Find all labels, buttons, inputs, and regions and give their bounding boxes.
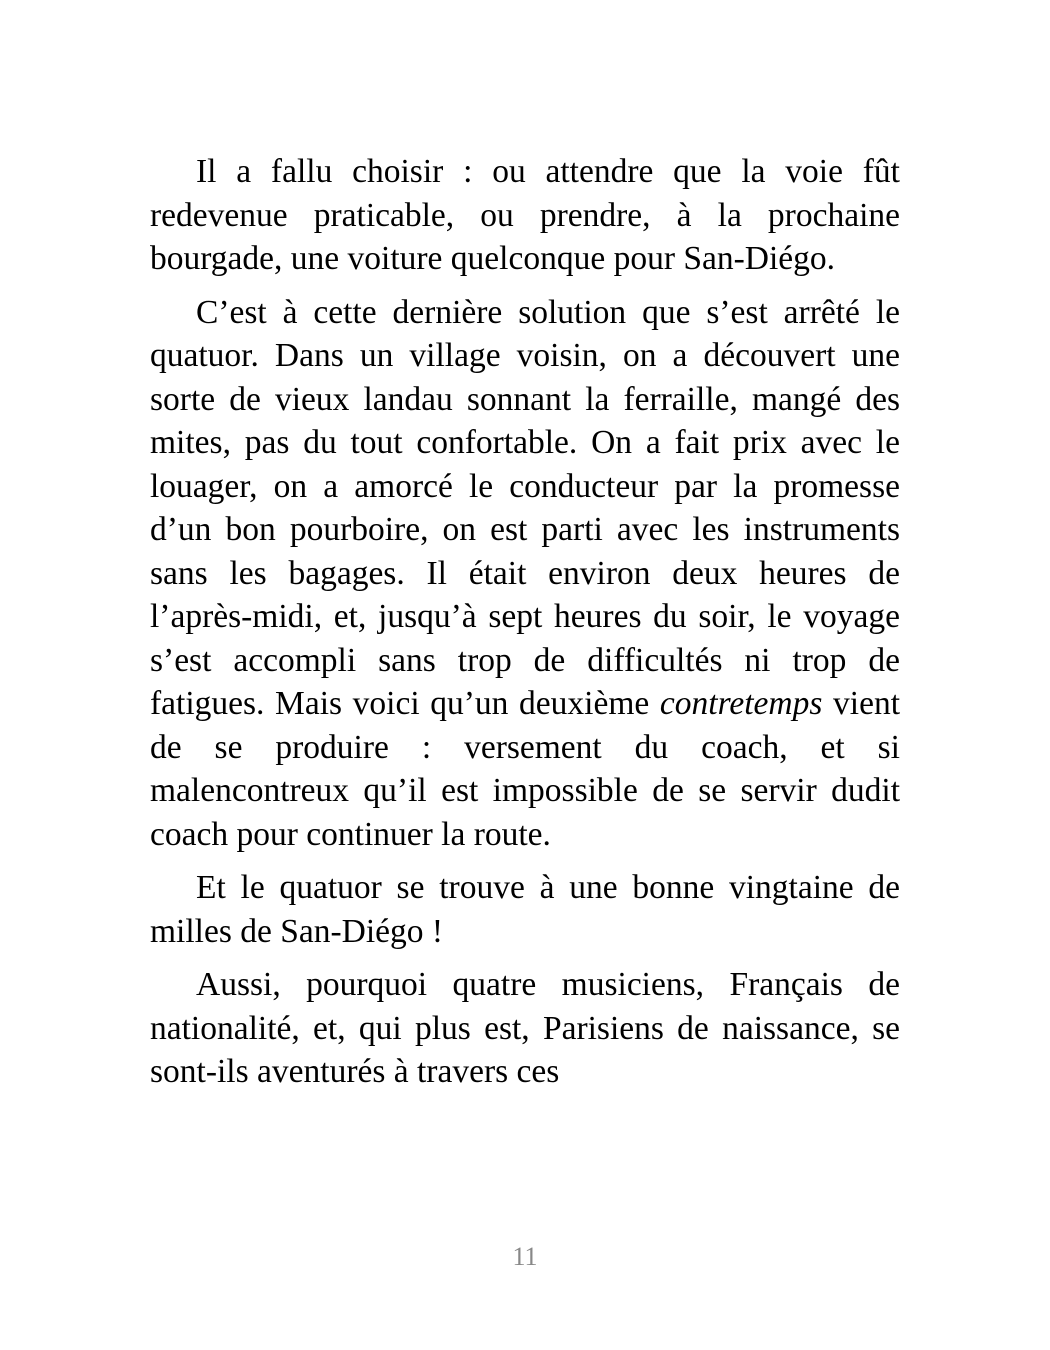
page-number: 11 — [512, 1242, 538, 1271]
page-body — [150, 150, 900, 1104]
paragraph-2-text-after: vient de se produire : versement du coach, et si malencontreux qu’il est impossible de se servir dudit coach pour continuer la route. — [150, 685, 901, 853]
paragraph-4: Aussi, pourquoi quatre musiciens, Français de nationalité, et, qui plus est, Parisiens de naissance, se sont-ils aventurés à travers ces — [150, 966, 900, 1090]
italic-word-contretemps: contretemps — [659, 685, 823, 722]
paragraph-3: Et le quatuor se trouve à une bonne vingtaine de milles de San-Diégo ! — [150, 869, 900, 950]
paragraph-1: Il a fallu choisir : ou attendre que la voie fût redevenue praticable, ou prendre, à la prochaine bourgade, une voiture quelconque pour San-Diégo. — [150, 153, 900, 277]
paragraph-2-text-before: C’est à cette dernière solution que s’est arrêté le quatuor. Dans un village voisin, on a découvert une sorte de vieux landau sonnant la ferraille, mangé des mites, pas du tout confortable. On a fait prix avec le louager, on a amorcé le conducteur par la promesse d’un bon pourboire, on est parti avec les instruments sans les bagages. Il était environ deux heures de l’après-midi, et, jusqu’à sept heures du soir, le voyage s’est accompli sans trop de difficultés ni trop de fatigues. Mais voici qu’un deuxième — [150, 293, 900, 722]
paragraph-2 — [150, 291, 900, 857]
